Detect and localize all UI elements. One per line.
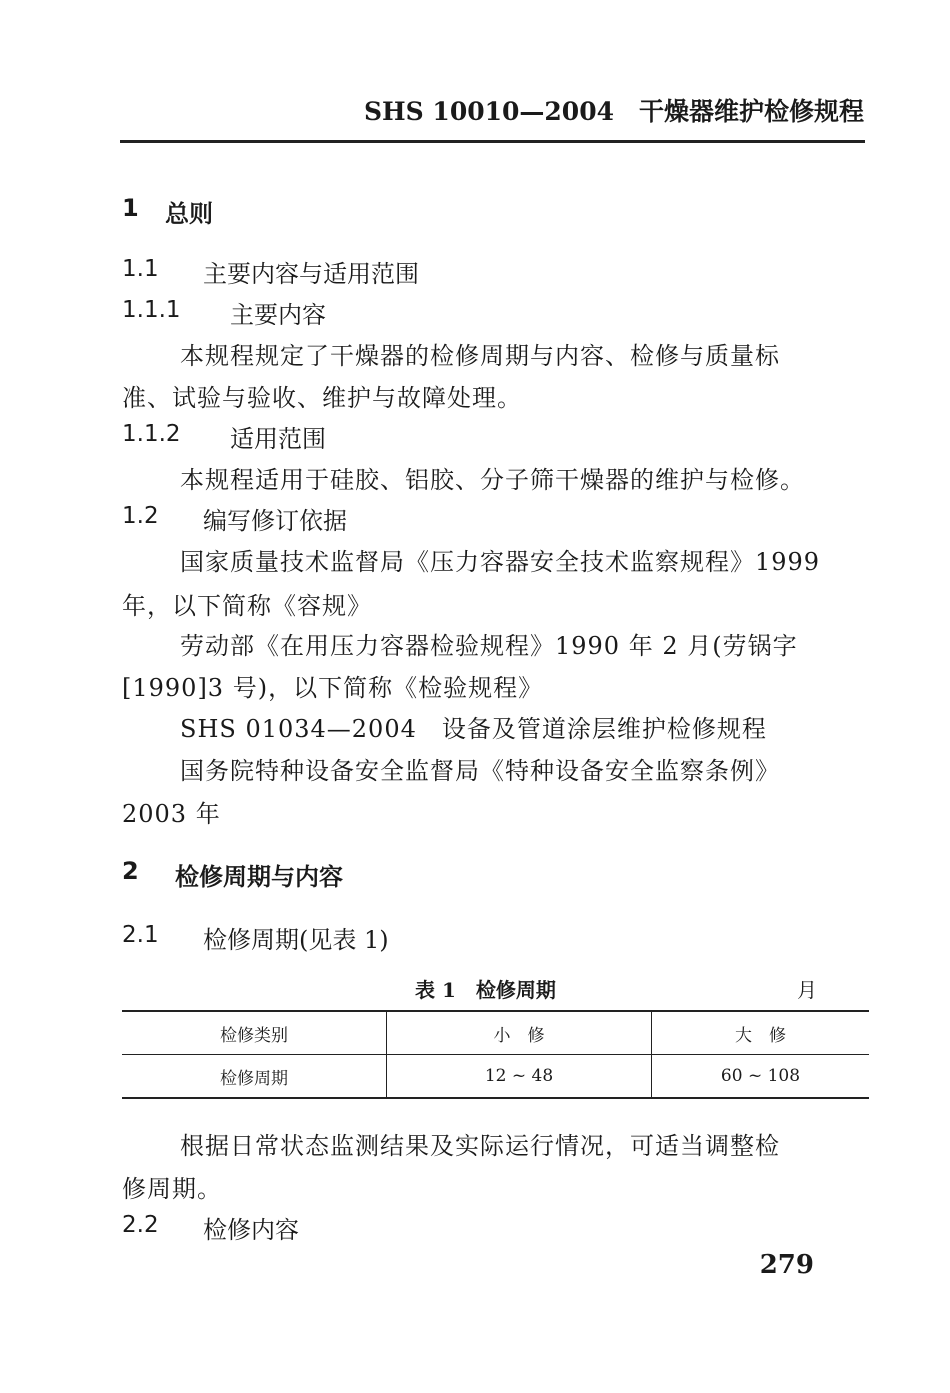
reference-1-line1: 国家质量技术监督局《压力容器安全技术监察规程》1999 [180, 548, 821, 576]
section-1-1-number: 1.1 [122, 256, 159, 282]
paragraph-adjust-line2: 修周期。 [122, 1175, 222, 1203]
table-header-row [122, 1011, 869, 1055]
table-1-caption: 表 1 检修周期 [415, 978, 556, 1002]
paragraph-scope: 本规程适用于硅胶、铝胶、分子筛干燥器的维护与检修。 [180, 466, 805, 494]
reference-4-line2: 2003 年 [122, 800, 221, 828]
section-1-2-title: 编写修订依据 [203, 507, 347, 535]
section-1-title: 总则 [165, 200, 213, 228]
page-number: 279 [759, 1250, 814, 1280]
paragraph-adjust-line1: 根据日常状态监测结果及实际运行情况，可适当调整检 [180, 1132, 780, 1160]
section-2-1-number: 2.1 [122, 922, 159, 948]
section-1-1-1-title: 主要内容 [230, 301, 326, 329]
table-cell-minor-cycle: 12 ~ 48 [387, 1055, 652, 1099]
reference-2-line1: 劳动部《在用压力容器检验规程》1990 年 2 月(劳锅字 [180, 632, 798, 660]
reference-4-line1: 国务院特种设备安全监督局《特种设备安全监察条例》 [180, 757, 780, 785]
section-2-number: 2 [122, 857, 139, 885]
table-1-unit: 月 [797, 978, 817, 1002]
section-2-2-number: 2.2 [122, 1212, 159, 1238]
section-2-1-title: 检修周期(见表 1) [203, 926, 389, 954]
section-1-2-number: 1.2 [122, 503, 159, 529]
reference-1-line2: 年，以下简称《容规》 [122, 592, 372, 620]
reference-3: SHS 01034—2004 设备及管道涂层维护检修规程 [180, 715, 767, 743]
table-row [122, 1055, 869, 1099]
section-1-1-1-number: 1.1.1 [122, 297, 181, 323]
section-2-title: 检修周期与内容 [175, 863, 343, 891]
running-header: SHS 10010—2004 干燥器维护检修规程 [364, 97, 864, 126]
paragraph-main-content-line1: 本规程规定了干燥器的检修周期与内容、检修与质量标 [180, 342, 780, 370]
maintenance-cycle-table [122, 1010, 869, 1099]
header-rule [120, 140, 865, 143]
table-header-category: 检修类别 [122, 1011, 387, 1055]
section-1-1-2-title: 适用范围 [230, 425, 326, 453]
section-1-1-2-number: 1.1.2 [122, 421, 181, 447]
table-header-major: 大 修 [652, 1011, 870, 1055]
section-1-number: 1 [122, 194, 139, 222]
table-cell-cycle-label: 检修周期 [122, 1055, 387, 1099]
table-cell-major-cycle: 60 ~ 108 [652, 1055, 870, 1099]
table-header-minor: 小 修 [387, 1011, 652, 1055]
reference-2-line2: [1990]3 号)，以下简称《检验规程》 [122, 674, 544, 702]
section-2-2-title: 检修内容 [203, 1216, 299, 1244]
section-1-1-title: 主要内容与适用范围 [203, 260, 419, 288]
paragraph-main-content-line2: 准、试验与验收、维护与故障处理。 [122, 384, 522, 412]
